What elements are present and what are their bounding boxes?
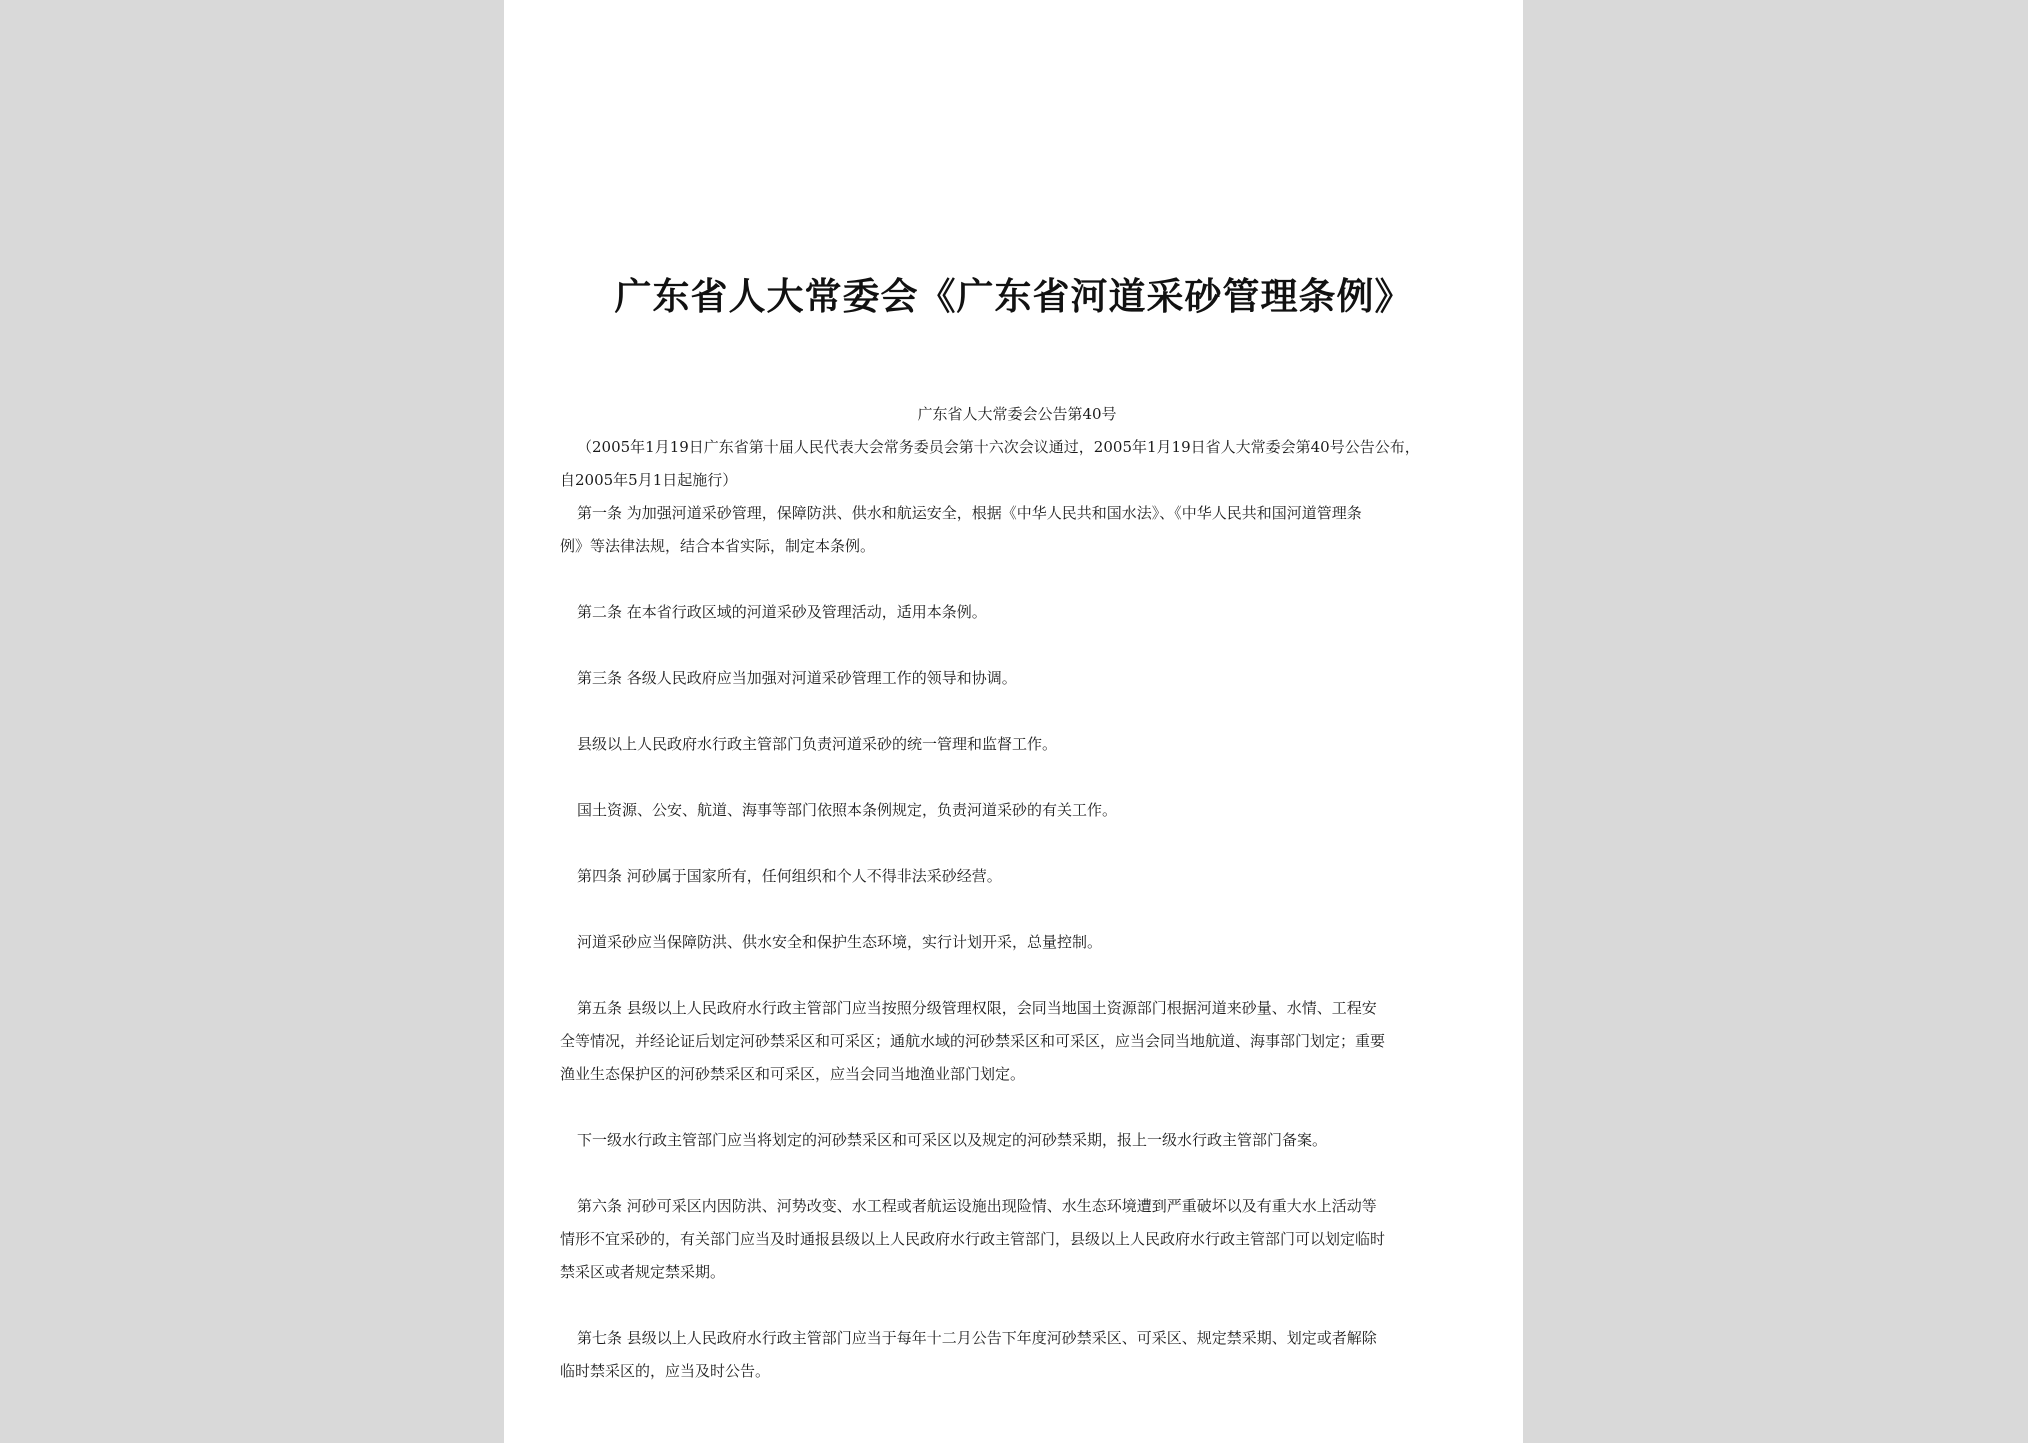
document-page [504, 0, 1523, 1443]
article-6-cont: 禁采区或者规定禁采期。 [560, 1263, 726, 1281]
article-3-para-2: 县级以上人民政府水行政主管部门负责河道采砂的统一管理和监督工作。 [577, 735, 1058, 753]
spacer [560, 1157, 1474, 1190]
spacer [560, 629, 1474, 662]
document-title: 广东省人大常委会《广东省河道采砂管理条例》 [614, 274, 1413, 318]
article-1-cont: 例》等法律法规，结合本省实际，制定本条例。 [560, 537, 876, 555]
spacer [560, 563, 1474, 596]
adoption-note-cont: 自2005年5月1日起施行） [560, 471, 738, 489]
article-5-cont: 渔业生态保护区的河砂禁采区和可采区，应当会同当地渔业部门划定。 [560, 1065, 1026, 1083]
spacer [560, 695, 1474, 728]
document-body [560, 398, 1474, 1388]
spacer [560, 893, 1474, 926]
spacer [560, 959, 1474, 992]
adoption-note: （2005年1月19日广东省第十届人民代表大会常务委员会第十六次会议通过，2005年1月19日省人大常委会第40号公告公布， [577, 438, 1420, 456]
article-3: 第三条 各级人民政府应当加强对河道采砂管理工作的领导和协调。 [577, 669, 1017, 687]
article-4-para-2: 河道采砂应当保障防洪、供水安全和保护生态环境，实行计划开采，总量控制。 [577, 933, 1103, 951]
article-5: 第五条 县级以上人民政府水行政主管部门应当按照分级管理权限，会同当地国土资源部门根据河道来砂量、水情、工程安 [577, 999, 1377, 1017]
spacer [560, 1289, 1474, 1322]
article-5-cont: 全等情况，并经论证后划定河砂禁采区和可采区；通航水域的河砂禁采区和可采区，应当会同当地航道、海事部门划定；重要 [560, 1032, 1386, 1050]
article-4: 第四条 河砂属于国家所有，任何组织和个人不得非法采砂经营。 [577, 867, 1002, 885]
article-5-para-2: 下一级水行政主管部门应当将划定的河砂禁采区和可采区以及规定的河砂禁采期，报上一级水行政主管部门备案。 [577, 1131, 1328, 1149]
article-1: 第一条 为加强河道采砂管理，保障防洪、供水和航运安全，根据《中华人民共和国水法》、《中华人民共和国河道管理条 [577, 504, 1362, 522]
announcement-number: 广东省人大常委会公告第40号 [917, 405, 1117, 423]
article-3-para-3: 国土资源、公安、航道、海事等部门依照本条例规定，负责河道采砂的有关工作。 [577, 801, 1118, 819]
spacer [560, 761, 1474, 794]
article-6: 第六条 河砂可采区内因防洪、河势改变、水工程或者航运设施出现险情、水生态环境遭到严重破坏以及有重大水上活动等 [577, 1197, 1377, 1215]
article-2: 第二条 在本省行政区域的河道采砂及管理活动，适用本条例。 [577, 603, 987, 621]
article-7: 第七条 县级以上人民政府水行政主管部门应当于每年十二月公告下年度河砂禁采区、可采区、规定禁采期、划定或者解除 [577, 1329, 1377, 1347]
spacer [560, 1091, 1474, 1124]
article-6-cont: 情形不宜采砂的，有关部门应当及时通报县级以上人民政府水行政主管部门，县级以上人民政府水行政主管部门可以划定临时 [560, 1230, 1386, 1248]
spacer [560, 827, 1474, 860]
article-7-cont: 临时禁采区的，应当及时公告。 [560, 1362, 771, 1380]
